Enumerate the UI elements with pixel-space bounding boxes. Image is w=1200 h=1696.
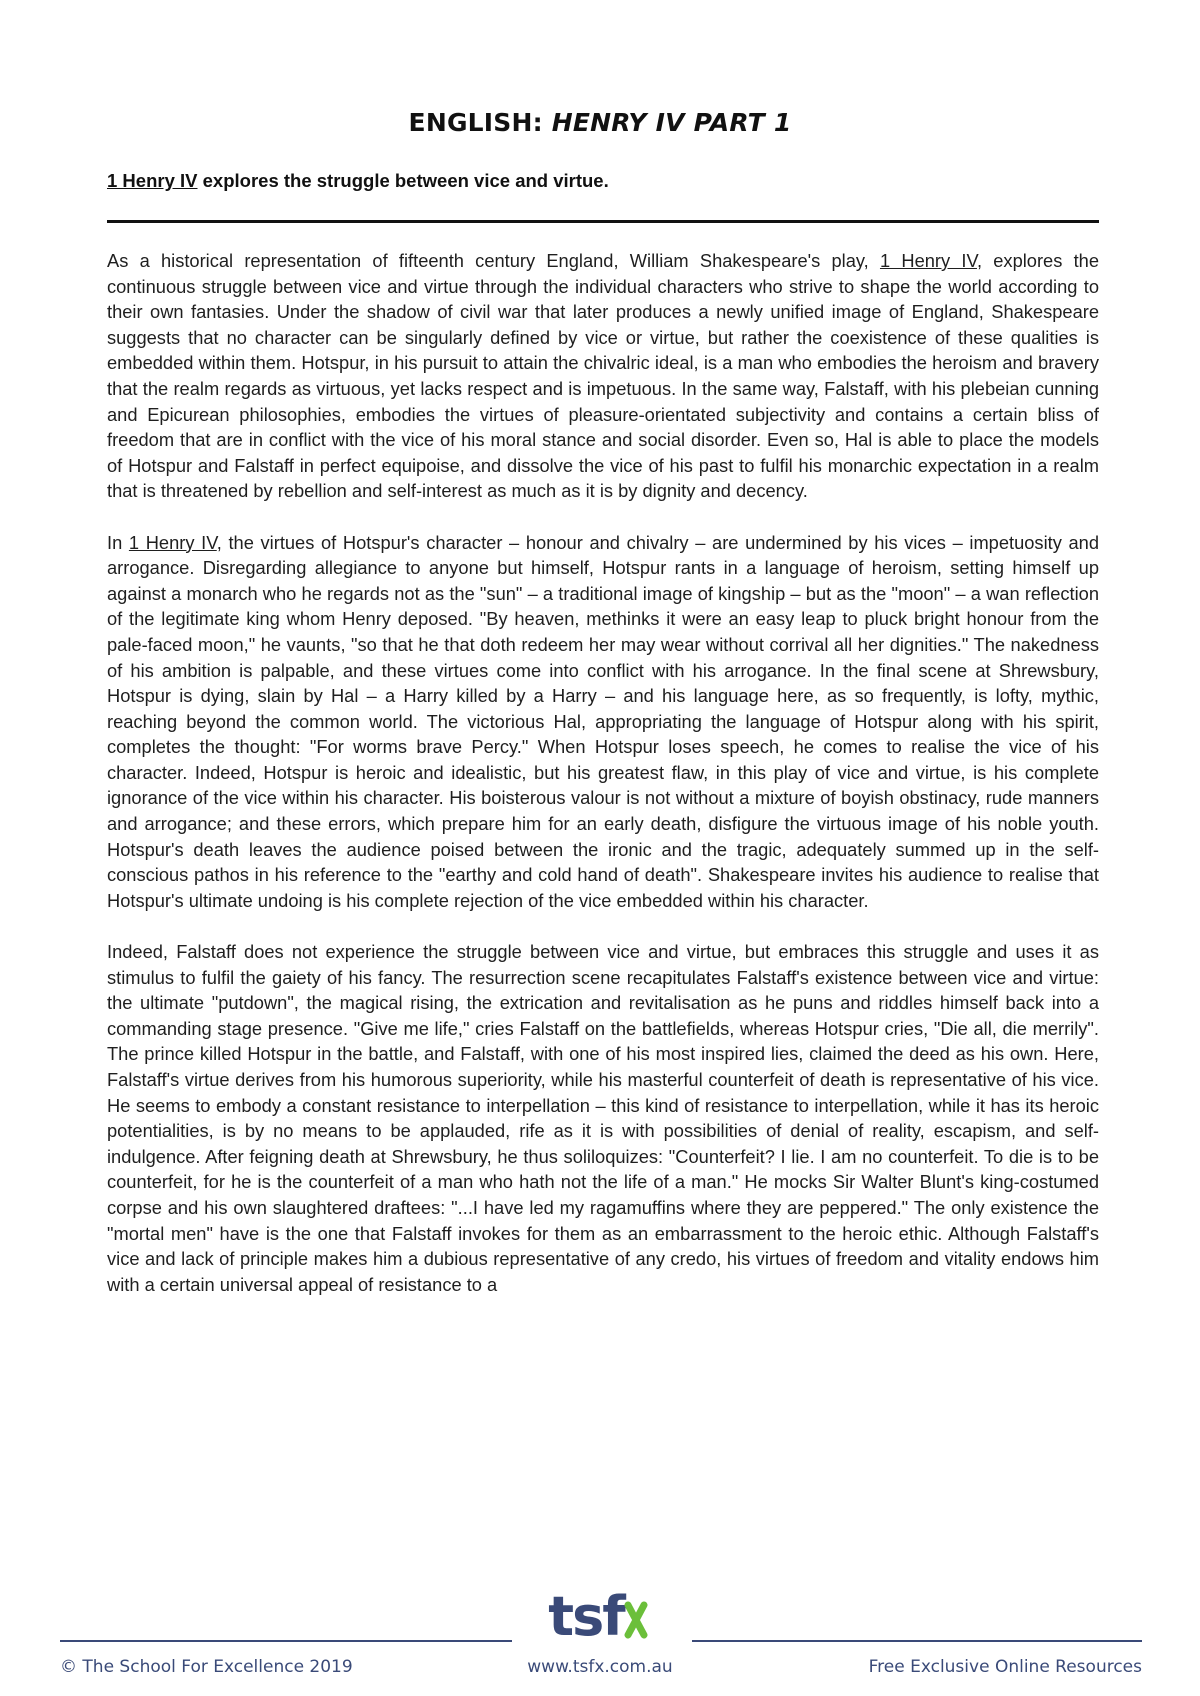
tsfx-logo [540, 1573, 660, 1653]
title-work: HENRY IV PART 1 [551, 108, 792, 137]
question-text: explores the struggle between vice and virtue. [197, 170, 609, 191]
footer-divider-left [60, 1640, 512, 1642]
essay-paragraph-3 [107, 939, 1099, 1297]
essay-question [107, 170, 609, 192]
paragraph-text: , the virtues of Hotspur's character – honour and chivalry – are undermined by his vices – impetuosity and arrogance. Disregarding allegiance to anyone but himself, Hotspur rants in a language of heroism, setting himself up against a monarch who he regards not as the "sun" – a traditional image of kingship – but as the "moon" – a wan reflection of the legitimate king whom Henry deposed. "By heaven, methinks it were an easy leap to pluck bright honour from the pale-faced moon," he vaunts, "so that he that doth redeem her may wear without corrival all her dignities." The nakedness of his ambition is palpable, and these virtues come into conflict with his arrogance. In the final scene at Shrewsbury, Hotspur is dying, slain by Hal – a Harry killed by a Harry – and his language here, as so frequently, is lofty, mythic, reaching beyond the common world. The victorious Hal, appropriating the language of Hotspur along with his spirit, completes the thought: "For worms brave Percy." When Hotspur loses speech, he comes to realise the vice of his character. Indeed, Hotspur is heroic and idealistic, but his greatest flaw, in this play of vice and virtue, is his complete ignorance of the vice within his character. His boisterous valour is not without a mixture of boyish obstinacy, rude manners and arrogance; and these errors, which prepare him for an early death, disfigure the virtuous image of his noble youth. Hotspur's death leaves the audience poised between the ironic and the tragic, adequately summed up in the self-conscious pathos in his reference to the "earthy and cold hand of death". Shakespeare invites his audience to realise that Hotspur's ultimate undoing is his complete rejection of the vice embedded within his character. [107, 531, 1099, 911]
question-work-title: 1 Henry IV [107, 170, 198, 191]
footer-website-link[interactable]: www.tsfx.com.au [527, 1657, 673, 1677]
work-title-reference: 1 Henry IV [128, 531, 217, 553]
footer-copyright: © The School For Excellence 2019 [60, 1657, 353, 1677]
footer-resources-text: Free Exclusive Online Resources [868, 1657, 1142, 1677]
paragraph-text: , explores the continuous struggle between vice and virtue through the individual characters who strive to shape the world according to their own fantasies. Under the shadow of civil war that later produces a newly unified image of England, Shakespeare suggests that no character can be singularly defined by vice or virtue, but rather the coexistence of these qualities is embedded within them. Hotspur, in his pursuit to attain the chivalric ideal, is a man who embodies the heroism and bravery that the realm regards as virtuous, yet lacks respect and is impetuous. In the same way, Falstaff, with his plebeian cunning and Epicurean philosophies, embodies the virtues of pleasure-orientated subjectivity and contains a certain bliss of freedom that are in conflict with the vice of his moral stance and social disorder. Even so, Hal is able to place the models of Hotspur and Falstaff in perfect equipoise, and dissolve the vice of his past to fulfil his monarchic expectation in a realm that is threatened by rebellion and self-interest as much as it is by dignity and decency. [107, 250, 1100, 502]
heading-divider [107, 220, 1099, 223]
document-title [0, 108, 1200, 137]
paragraph-text: As a historical representation of fifteenth century England, William Shakespeare's play, [107, 250, 880, 271]
paragraph-text: In [107, 531, 129, 553]
essay-paragraph-2 [107, 530, 1099, 914]
essay-body [107, 248, 1099, 1297]
footer-divider-right [692, 1640, 1142, 1642]
paragraph-text: Indeed, Falstaff does not experience the struggle between vice and virtue, but embraces this struggle and uses it as stimulus to fulfil the gaiety of his fancy. The resurrection scene recapitulates Falstaff's existence between vice and virtue: the ultimate "putdown", the magical rising, the extrication and revitalisation as he puns and riddles himself back into a commanding stage presence. "Give me life," cries Falstaff on the battlefields, whereas Hotspur cries, "Die all, die merrily". The prince killed Hotspur in the battle, and Falstaff, with one of his most inspired lies, claimed the deed as his own. Here, Falstaff's virtue derives from his humorous superiority, while his masterful counterfeit of death is representative of his vice. He seems to embody a constant resistance to interpellation – this kind of resistance to interpellation, while it has its heroic potentialities, is by no means to be applauded, rife as it is with possibilities of denial of reality, escapism, and self-indulgence. After feigning death at Shrewsbury, he thus soliloquizes: "Counterfeit? I lie. I am no counterfeit. To die is to be counterfeit, for he is the counterfeit of a man who hath not the life of a man." He mocks Sir Walter Blunt's king-costumed corpse and his own slaughtered draftees: "...I have led my ragamuffins where they are peppered." The only existence the "mortal men" have is the one that Falstaff invokes for them as an embarrassment to the heroic ethic. Although Falstaff's vice and lack of principle makes him a dubious representative of any credo, his virtues of freedom and vitality endows him with a certain universal appeal of resistance to a [107, 941, 1099, 1295]
essay-paragraph-1 [107, 248, 1099, 504]
title-prefix: ENGLISH: [408, 108, 552, 137]
work-title-reference: 1 Henry IV [879, 250, 977, 271]
svg-text:tsf: tsf [548, 1585, 624, 1648]
